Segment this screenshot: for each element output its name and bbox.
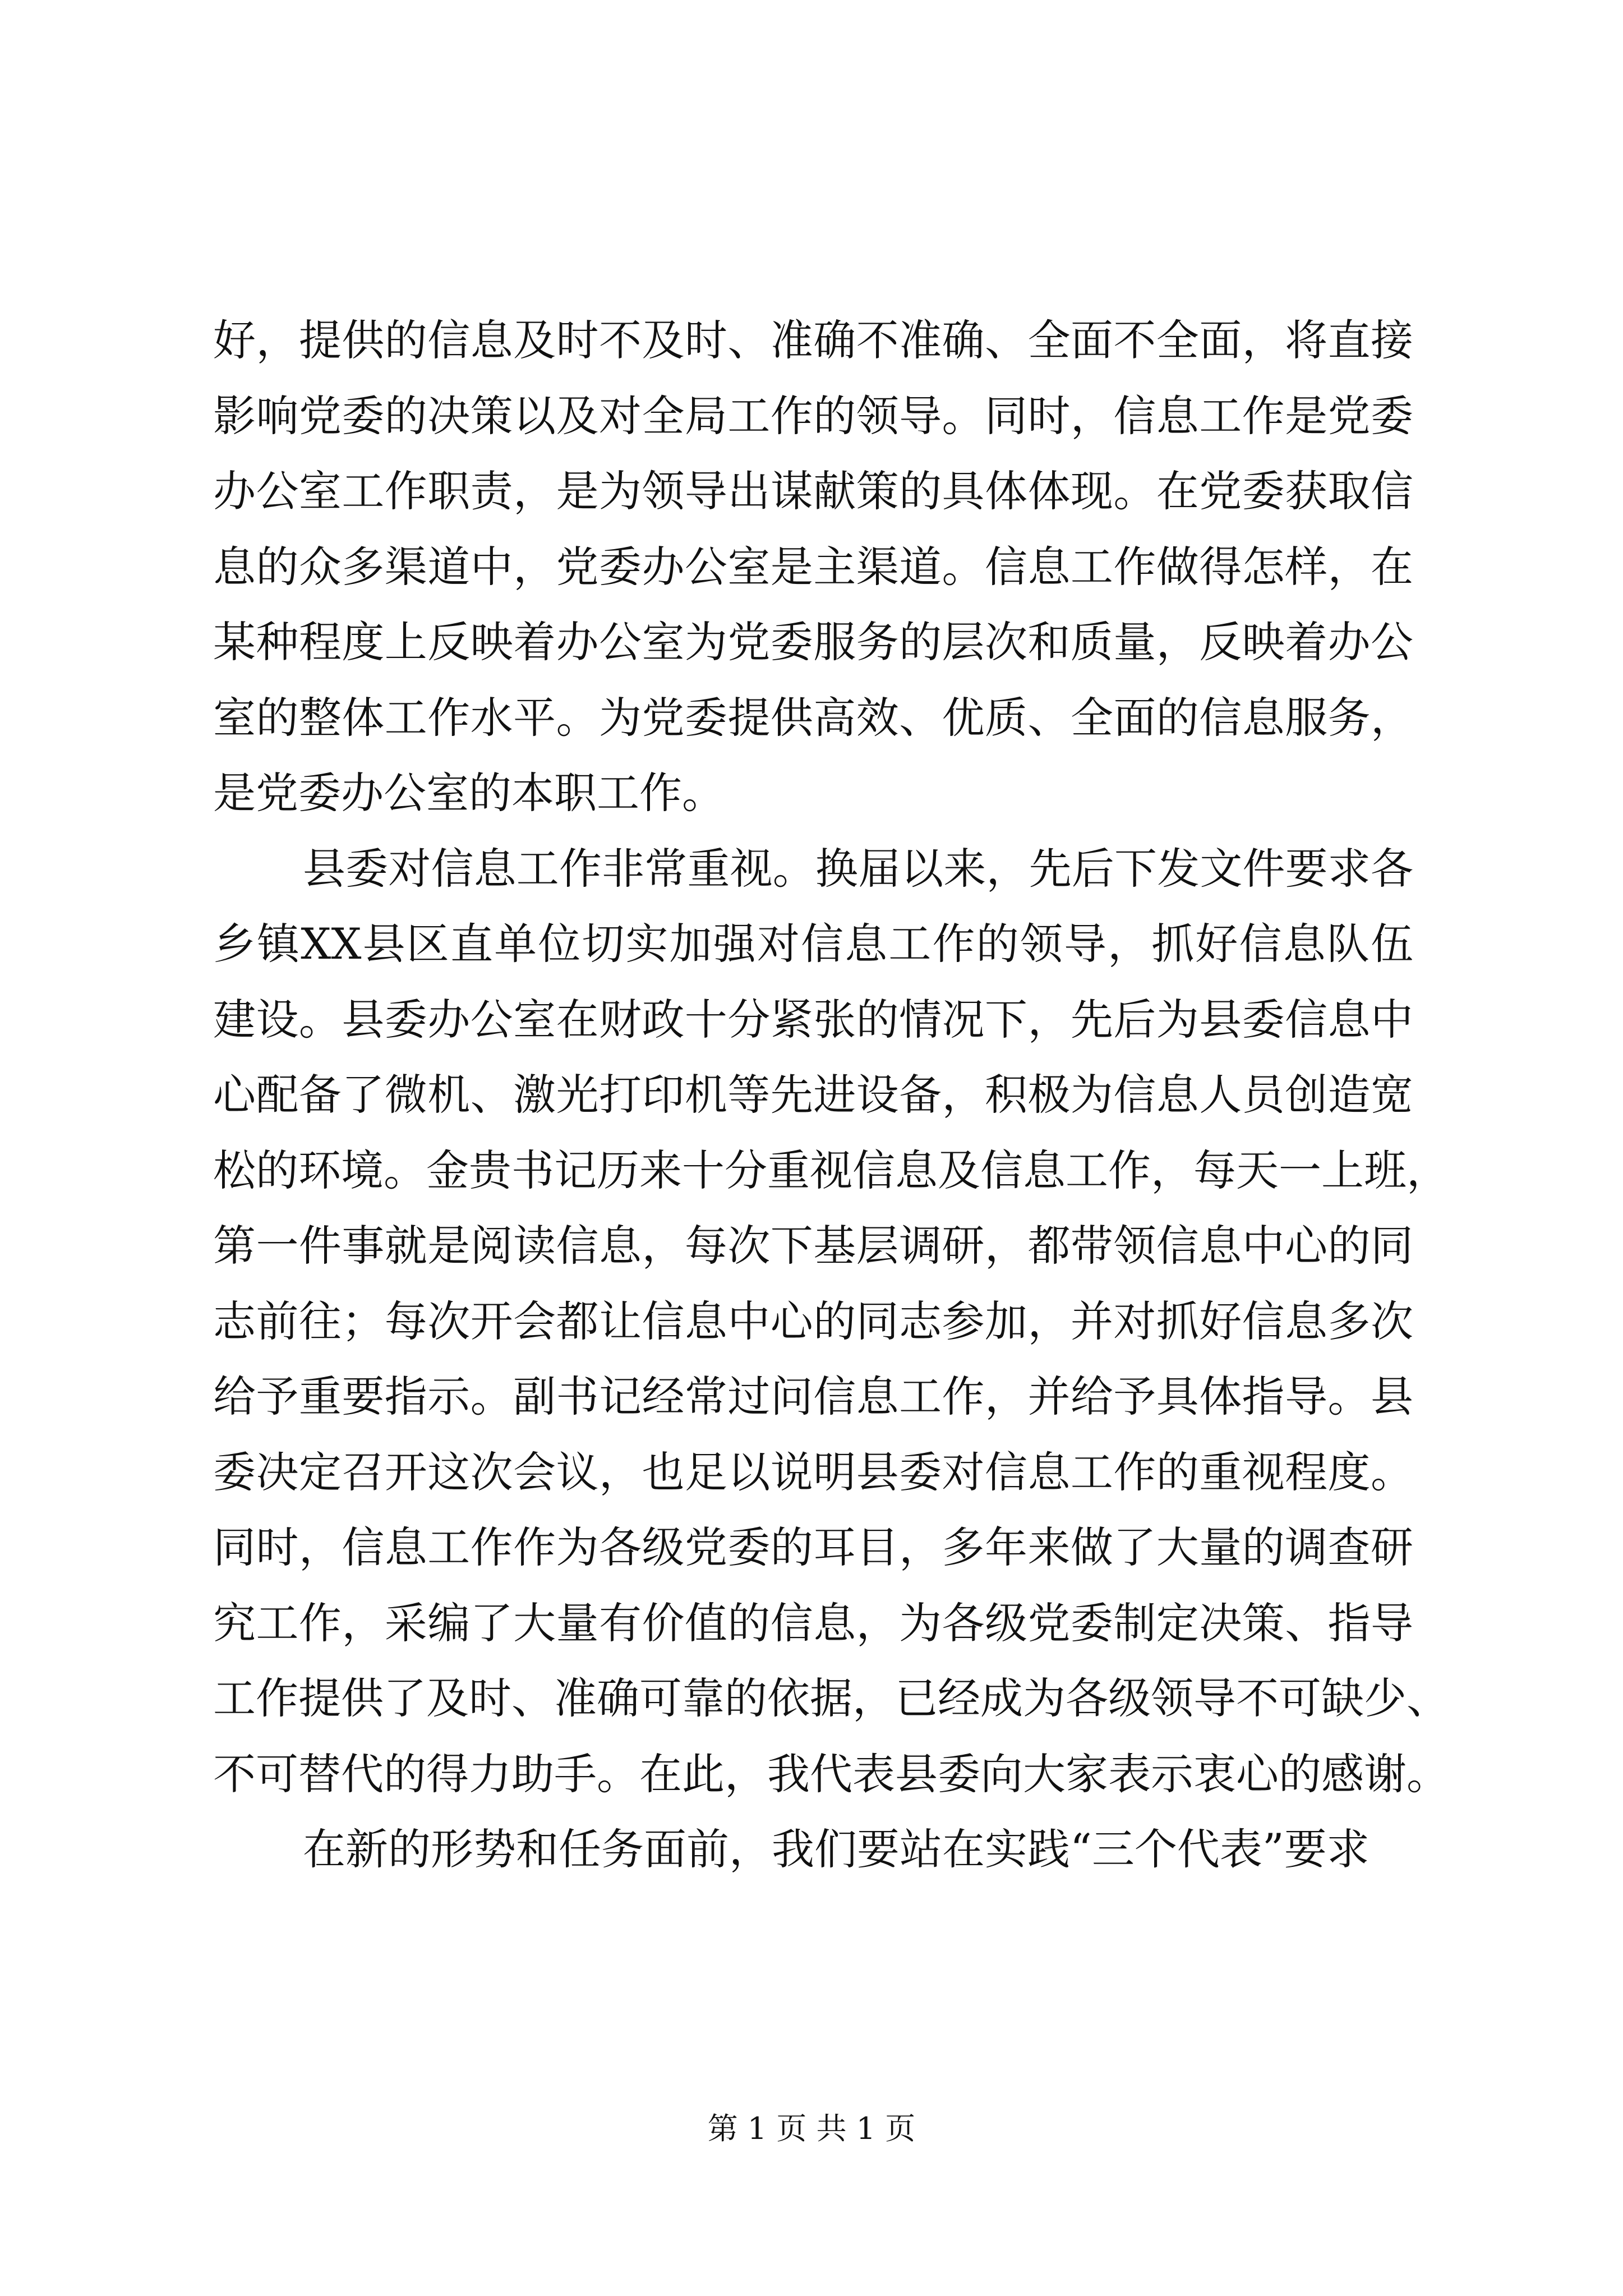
text-line-19: 工作提供了及时、准确可靠的依据，已经成为各级领导不可缺少、 xyxy=(213,1673,1449,1723)
text-line-14: 志前往；每次开会都让信息中心的同志参加，并对抓好信息多次 xyxy=(213,1296,1413,1346)
text-line-15: 给予重要指示。副书记经常过问信息工作，并给予具体指导。县 xyxy=(213,1372,1413,1421)
text-line-2: 影响党委的决策以及对全局工作的领导。同时，信息工作是党委 xyxy=(213,390,1413,441)
text-line-9: 乡镇XX县区直单位切实加强对信息工作的领导，抓好信息队伍 xyxy=(213,919,1413,969)
text-line-8: 县委对信息工作非常重视。换届以来，先后下发文件要求各 xyxy=(303,843,1413,894)
text-line-20: 不可替代的得力助手。在此，我代表县委向大家表示衷心的感谢。 xyxy=(213,1749,1449,1799)
text-line-7: 是党委办公室的本职工作。 xyxy=(213,768,725,818)
text-line-21: 在新的形势和任务面前，我们要站在实践“三个代表”要求 xyxy=(303,1824,1370,1874)
text-line-12: 松的环境。金贵书记历来十分重视信息及信息工作，每天一上班， xyxy=(213,1145,1449,1195)
text-line-13: 第一件事就是阅读信息，每次下基层调研，都带领信息中心的同 xyxy=(213,1221,1413,1271)
text-line-10: 建设。县委办公室在财政十分紧张的情况下，先后为县委信息中 xyxy=(213,994,1413,1045)
text-line-6: 室的整体工作水平。为党委提供高效、优质、全面的信息服务， xyxy=(213,692,1413,743)
text-line-16: 委决定召开这次会议，也足以说明县委对信息工作的重视程度。 xyxy=(213,1447,1413,1497)
text-line-5: 某种程度上反映着办公室为党委服务的层次和质量，反映着办公 xyxy=(213,617,1413,667)
body-text xyxy=(213,303,1449,1888)
text-line-17: 同时，信息工作作为各级党委的耳目，多年来做了大量的调查研 xyxy=(213,1522,1413,1572)
text-line-3: 办公室工作职责，是为领导出谋献策的具体体现。在党委获取信 xyxy=(213,466,1413,516)
text-line-18: 究工作，采编了大量有价值的信息，为各级党委制定决策、指导 xyxy=(213,1598,1413,1648)
page-number-footer: 第 1 页 共 1 页 xyxy=(707,2111,916,2146)
text-line-11: 心配备了微机、激光打印机等先进设备，积极为信息人员创造宽 xyxy=(213,1070,1413,1120)
text-line-4: 息的众多渠道中，党委办公室是主渠道。信息工作做得怎样，在 xyxy=(213,541,1413,592)
text-line-1: 好，提供的信息及时不及时、准确不准确、全面不全面，将直接 xyxy=(213,315,1413,365)
